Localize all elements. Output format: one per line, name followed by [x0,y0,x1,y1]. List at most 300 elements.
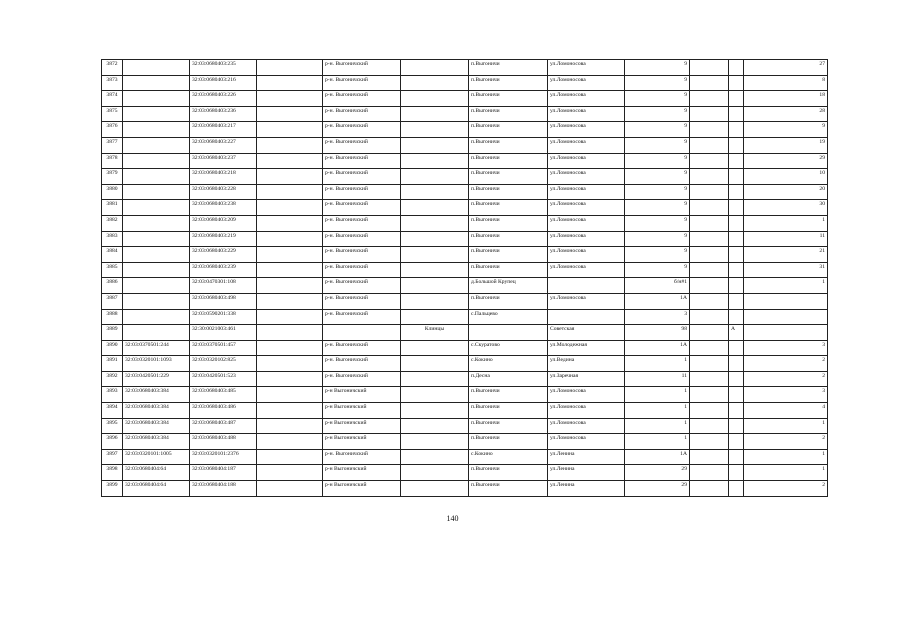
apartment-number-cell: 29 [744,153,828,169]
apartment-number-cell: 2 [744,356,828,372]
cadastral-number-cell: 32:03:0680403:228 [190,184,257,200]
street-cell: ул.Ломоносова [548,91,625,107]
old-cadastral-number-cell [123,247,190,263]
table-row [102,465,828,481]
table-row [102,325,828,341]
structure-cell [729,434,744,450]
district-cell: р-н. Выгоничский [323,60,401,76]
district-cell: р-н. Выгоничский [323,247,401,263]
building-cell [690,387,729,403]
empty-cell [257,403,323,419]
district-cell: р-н. Выгоничский [323,184,401,200]
locality-cell: п.Выгоничи [469,60,548,76]
street-cell: Советская [548,325,625,341]
old-cadastral-number-cell: 32:03:0680404:64 [123,465,190,481]
apartment-number-cell: 8 [744,75,828,91]
building-cell [690,403,729,419]
structure-cell [729,247,744,263]
cadastral-number-cell: 32:03:0680404:188 [190,481,257,497]
house-number-cell: 1А [625,449,690,465]
old-cadastral-number-cell [123,137,190,153]
street-cell: ул.Ломоносова [548,137,625,153]
cadastral-number-cell: 32:03:0680403:229 [190,247,257,263]
street-cell [548,278,625,294]
district-cell: р-н. Выгоничский [323,106,401,122]
district-cell: р-н Выгоничский [323,403,401,419]
building-cell [690,481,729,497]
city-district-cell [401,371,469,387]
cadastral-number-cell: 32:03:0680403:485 [190,387,257,403]
house-number-cell: 11 [625,371,690,387]
structure-cell [729,169,744,185]
cadastral-number-cell: 32:03:0320102:825 [190,356,257,372]
house-number-cell: 1 [625,403,690,419]
row-number-cell: 3899 [102,481,123,497]
old-cadastral-number-cell [123,106,190,122]
locality-cell: п.Выгоничи [469,215,548,231]
old-cadastral-number-cell: 32:03:0370501:244 [123,340,190,356]
table-row [102,122,828,138]
structure-cell [729,481,744,497]
district-cell: р-н. Выгоничский [323,356,401,372]
house-number-cell: 9 [625,215,690,231]
district-cell: р-н Выгоничский [323,434,401,450]
row-number-cell: 3875 [102,106,123,122]
structure-cell [729,60,744,76]
street-cell: ул.Молодежная [548,340,625,356]
empty-cell [257,215,323,231]
city-district-cell [401,465,469,481]
old-cadastral-number-cell: 32:03:0680403:384 [123,418,190,434]
empty-cell [257,465,323,481]
city-district-cell [401,387,469,403]
old-cadastral-number-cell [123,153,190,169]
structure-cell [729,106,744,122]
empty-cell [257,356,323,372]
city-district-cell [401,106,469,122]
locality-cell: п.Выгоничи [469,434,548,450]
building-cell [690,60,729,76]
cadastral-number-cell: 32:03:0590201:338 [190,309,257,325]
district-cell: р-н Выгоничский [323,418,401,434]
cadastral-number-cell: 32:03:0680403:236 [190,106,257,122]
house-number-cell: 29 [625,465,690,481]
locality-cell: п.Десна [469,371,548,387]
row-number-cell: 3889 [102,325,123,341]
structure-cell [729,418,744,434]
row-number-cell: 3894 [102,403,123,419]
cadastral-number-cell: 32:03:0680403:216 [190,75,257,91]
street-cell: ул.Ведина [548,356,625,372]
building-cell [690,106,729,122]
structure-cell [729,387,744,403]
apartment-number-cell: 11 [744,231,828,247]
apartment-number-cell [744,325,828,341]
table-row [102,481,828,497]
city-district-cell [401,449,469,465]
locality-cell [469,325,548,341]
table-row [102,200,828,216]
cadastral-number-cell: 32:03:0680403:227 [190,137,257,153]
street-cell: ул.Ломоносова [548,247,625,263]
house-number-cell: 9 [625,153,690,169]
structure-cell [729,309,744,325]
locality-cell: п.Выгоничи [469,481,548,497]
cadastral-number-cell: 32:03:0680403:235 [190,60,257,76]
building-cell [690,356,729,372]
apartment-number-cell: 3 [744,387,828,403]
city-district-cell [401,184,469,200]
building-cell [690,122,729,138]
city-district-cell [401,122,469,138]
house-number-cell: 1 [625,356,690,372]
structure-cell [729,91,744,107]
row-number-cell: 3879 [102,169,123,185]
apartment-number-cell: 2 [744,434,828,450]
apartment-number-cell: 19 [744,137,828,153]
building-cell [690,309,729,325]
district-cell: р-н Выгоничский [323,481,401,497]
city-district-cell [401,418,469,434]
row-number-cell: 3898 [102,465,123,481]
house-number-cell: 1А [625,293,690,309]
district-cell: р-н. Выгоничский [323,137,401,153]
locality-cell: п.Выгоничи [469,122,548,138]
cadastral-number-cell: 32:30:0021003:461 [190,325,257,341]
old-cadastral-number-cell [123,91,190,107]
building-cell [690,293,729,309]
table-row [102,434,828,450]
structure-cell [729,184,744,200]
page-number: 140 [446,514,459,523]
empty-cell [257,309,323,325]
house-number-cell: 9 [625,247,690,263]
building-cell [690,169,729,185]
old-cadastral-number-cell [123,293,190,309]
city-district-cell [401,309,469,325]
street-cell: ул.Ломоносова [548,169,625,185]
cadastral-number-cell: 32:03:0470301:108 [190,278,257,294]
street-cell: ул.Ломоносова [548,153,625,169]
district-cell: р-н. Выгоничский [323,278,401,294]
structure-cell [729,75,744,91]
cadastral-number-cell: 32:03:0320101:2376 [190,449,257,465]
empty-cell [257,434,323,450]
apartment-number-cell: 4 [744,403,828,419]
street-cell: ул.Ломоносова [548,231,625,247]
house-number-cell: 9 [625,106,690,122]
empty-cell [257,137,323,153]
structure-cell [729,356,744,372]
structure-cell [729,215,744,231]
structure-cell [729,231,744,247]
house-number-cell: 9 [625,184,690,200]
apartment-number-cell: 28 [744,106,828,122]
locality-cell: п.Выгоничи [469,418,548,434]
district-cell: р-н. Выгоничский [323,231,401,247]
building-cell [690,371,729,387]
locality-cell: с.Скуратово [469,340,548,356]
district-cell: р-н. Выгоничский [323,340,401,356]
row-number-cell: 3893 [102,387,123,403]
building-cell [690,137,729,153]
empty-cell [257,262,323,278]
building-cell [690,231,729,247]
property-register-table [101,59,828,497]
building-cell [690,418,729,434]
row-number-cell: 3882 [102,215,123,231]
old-cadastral-number-cell [123,278,190,294]
district-cell: р-н. Выгоничский [323,449,401,465]
apartment-number-cell: 18 [744,91,828,107]
street-cell [548,309,625,325]
row-number-cell: 3897 [102,449,123,465]
table-row [102,387,828,403]
house-number-cell: 9 [625,122,690,138]
district-cell: р-н. Выгоничский [323,153,401,169]
empty-cell [257,200,323,216]
row-number-cell: 3872 [102,60,123,76]
structure-cell [729,278,744,294]
structure-cell [729,340,744,356]
row-number-cell: 3880 [102,184,123,200]
empty-cell [257,247,323,263]
house-number-cell: 1 [625,387,690,403]
locality-cell: п.Выгоничи [469,387,548,403]
locality-cell: п.Выгоничи [469,231,548,247]
apartment-number-cell: 1 [744,418,828,434]
row-number-cell: 3892 [102,371,123,387]
city-district-cell [401,262,469,278]
locality-cell: с.Пальцево [469,309,548,325]
district-cell: р-н. Выгоничский [323,309,401,325]
row-number-cell: 3886 [102,278,123,294]
street-cell: ул.Ломоносова [548,293,625,309]
house-number-cell: 1 [625,434,690,450]
apartment-number-cell: 3 [744,340,828,356]
empty-cell [257,122,323,138]
cadastral-number-cell: 32:03:0680403:209 [190,215,257,231]
locality-cell: п.Выгоничи [469,247,548,263]
street-cell: ул.Ломоносова [548,122,625,138]
table-row [102,418,828,434]
building-cell [690,91,729,107]
locality-cell: п.Выгоничи [469,91,548,107]
row-number-cell: 3881 [102,200,123,216]
district-cell: р-н. Выгоничский [323,293,401,309]
row-number-cell: 3890 [102,340,123,356]
street-cell: ул.Ломоносова [548,200,625,216]
row-number-cell: 3887 [102,293,123,309]
row-number-cell: 3883 [102,231,123,247]
house-number-cell: 9 [625,91,690,107]
city-district-cell [401,215,469,231]
empty-cell [257,340,323,356]
building-cell [690,75,729,91]
district-cell: р-н. Выгоничский [323,169,401,185]
structure-cell [729,200,744,216]
cadastral-number-cell: 32:03:0680403:217 [190,122,257,138]
district-cell: р-н. Выгоничский [323,215,401,231]
city-district-cell [401,403,469,419]
apartment-number-cell [744,309,828,325]
table-row [102,340,828,356]
old-cadastral-number-cell: 32:03:0680403:384 [123,434,190,450]
table-row [102,262,828,278]
locality-cell: п.Выгоничи [469,184,548,200]
district-cell: р-н Выгоничский [323,465,401,481]
row-number-cell: 3877 [102,137,123,153]
city-district-cell [401,247,469,263]
building-cell [690,434,729,450]
table-row [102,137,828,153]
city-district-cell [401,91,469,107]
building-cell [690,262,729,278]
locality-cell: с.Кокино [469,356,548,372]
house-number-cell: 9 [625,137,690,153]
old-cadastral-number-cell [123,215,190,231]
cadastral-number-cell: 32:03:0680403:219 [190,231,257,247]
structure-cell [729,465,744,481]
table-row [102,309,828,325]
building-cell [690,465,729,481]
house-number-cell: 9 [625,169,690,185]
apartment-number-cell: 1 [744,278,828,294]
apartment-number-cell: 21 [744,247,828,263]
cadastral-number-cell: 32:03:0680403:237 [190,153,257,169]
empty-cell [257,60,323,76]
empty-cell [257,278,323,294]
table-row [102,403,828,419]
structure-cell [729,293,744,309]
building-cell [690,278,729,294]
empty-cell [257,169,323,185]
city-district-cell [401,356,469,372]
cadastral-number-cell: 32:03:0680403:487 [190,418,257,434]
street-cell: ул.Ленина [548,449,625,465]
cadastral-number-cell: 32:03:0680404:187 [190,465,257,481]
apartment-number-cell: 1 [744,449,828,465]
structure-cell [729,153,744,169]
apartment-number-cell: 2 [744,481,828,497]
old-cadastral-number-cell: 32:03:0680403:384 [123,403,190,419]
table-row [102,278,828,294]
house-number-cell: 9 [625,75,690,91]
house-number-cell: 29 [625,481,690,497]
empty-cell [257,184,323,200]
street-cell: ул.Ломоносова [548,184,625,200]
cadastral-number-cell: 32:03:0680403:239 [190,262,257,278]
cadastral-number-cell: 32:03:0680403:218 [190,169,257,185]
city-district-cell [401,75,469,91]
apartment-number-cell: 2 [744,371,828,387]
district-cell: р-н. Выгоничский [323,122,401,138]
house-number-cell: 9 [625,262,690,278]
structure-cell: А [729,325,744,341]
city-district-cell [401,200,469,216]
street-cell: ул.Заречная [548,371,625,387]
locality-cell: п.Выгоничи [469,169,548,185]
structure-cell [729,137,744,153]
district-cell: р-н. Выгоничский [323,91,401,107]
structure-cell [729,449,744,465]
empty-cell [257,481,323,497]
structure-cell [729,371,744,387]
old-cadastral-number-cell [123,200,190,216]
row-number-cell: 3896 [102,434,123,450]
cadastral-number-cell: 32:03:0370501:457 [190,340,257,356]
empty-cell [257,153,323,169]
row-number-cell: 3884 [102,247,123,263]
row-number-cell: 3895 [102,418,123,434]
table-row [102,184,828,200]
street-cell: ул.Ломоносова [548,387,625,403]
cadastral-number-cell: 32:03:0680403:238 [190,200,257,216]
table-row [102,293,828,309]
street-cell: ул.Ломоносова [548,434,625,450]
city-district-cell [401,278,469,294]
street-cell: ул.Ломоносова [548,215,625,231]
row-number-cell: 3891 [102,356,123,372]
structure-cell [729,262,744,278]
district-cell: р-н. Выгоничский [323,200,401,216]
empty-cell [257,325,323,341]
cadastral-number-cell: 32:03:0680403:226 [190,91,257,107]
table-row [102,75,828,91]
structure-cell [729,122,744,138]
city-district-cell [401,169,469,185]
apartment-number-cell: 27 [744,60,828,76]
table-row [102,449,828,465]
city-district-cell: Клинцы [401,325,469,341]
building-cell [690,200,729,216]
apartment-number-cell: 1 [744,465,828,481]
table-row [102,106,828,122]
building-cell [690,184,729,200]
table-row [102,153,828,169]
row-number-cell: 3878 [102,153,123,169]
city-district-cell [401,153,469,169]
old-cadastral-number-cell: 32:03:0320101:1005 [123,449,190,465]
empty-cell [257,75,323,91]
locality-cell: п.Выгоничи [469,153,548,169]
street-cell: ул.Ленина [548,465,625,481]
row-number-cell: 3888 [102,309,123,325]
building-cell [690,247,729,263]
apartment-number-cell [744,293,828,309]
old-cadastral-number-cell [123,262,190,278]
old-cadastral-number-cell: 32:03:0680404:64 [123,481,190,497]
house-number-cell: 98 [625,325,690,341]
city-district-cell [401,293,469,309]
old-cadastral-number-cell [123,184,190,200]
cadastral-number-cell: 32:03:0680403:498 [190,293,257,309]
locality-cell: д.Большой Крупец [469,278,548,294]
empty-cell [257,418,323,434]
old-cadastral-number-cell: 32:03:0680403:384 [123,387,190,403]
apartment-number-cell: 30 [744,200,828,216]
street-cell: ул.Ломоносова [548,75,625,91]
house-number-cell: 1А [625,340,690,356]
table-row [102,60,828,76]
cadastral-number-cell: 32:03:0680403:488 [190,434,257,450]
table-row [102,231,828,247]
city-district-cell [401,434,469,450]
street-cell: ул.Ломоносова [548,60,625,76]
building-cell [690,215,729,231]
city-district-cell [401,481,469,497]
house-number-cell: 9 [625,200,690,216]
